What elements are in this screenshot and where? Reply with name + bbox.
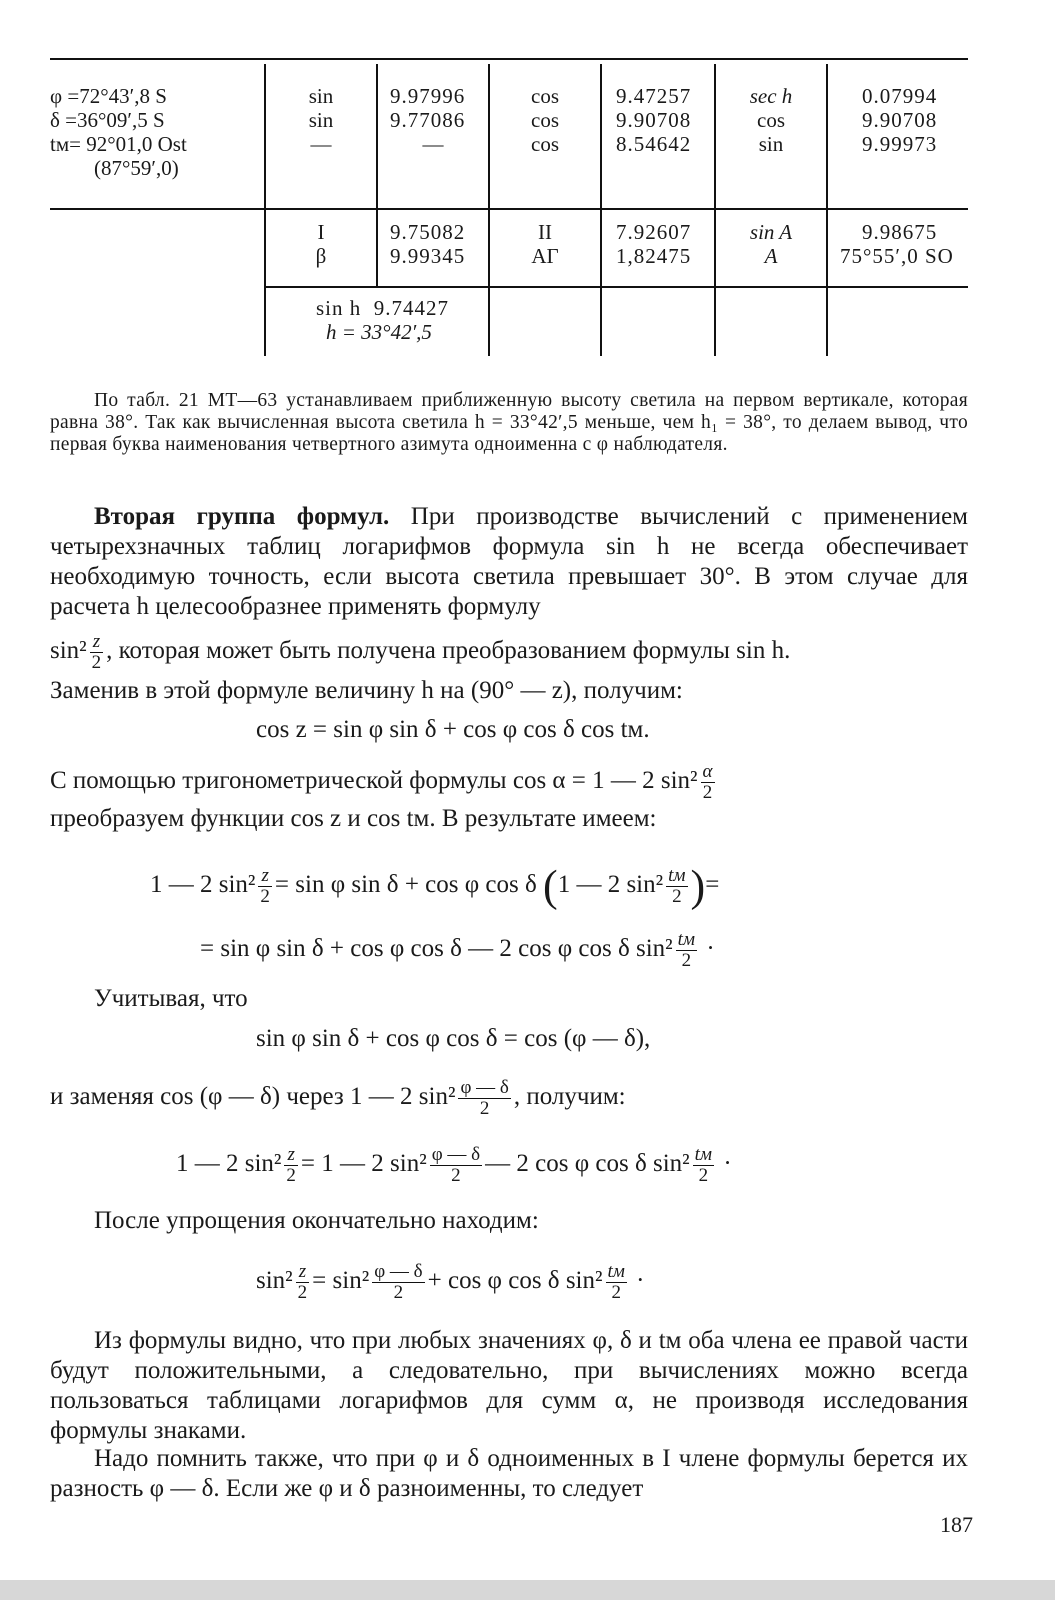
- r1-func: sin: [758, 132, 784, 156]
- table-top-rule: [50, 58, 968, 60]
- r1-func: sin: [308, 84, 334, 108]
- page-number: 187: [940, 1512, 973, 1537]
- formula-sin2-line: sin² $\frac{z}{2}$ , которая может быть получена преобразованием формулы sin h.: [50, 631, 791, 673]
- r2-value: 9.98675: [862, 220, 938, 244]
- paragraph-text: С помощью тригонометрической формулы cos α = 1 — 2 sin² $\frac{\alpha}{2}$: [50, 761, 713, 803]
- r2-label: I: [317, 220, 325, 244]
- formula-cos-z: cos z = sin φ sin δ + cos φ cos δ cos tм.: [256, 716, 650, 743]
- r1-log: 9.99973: [862, 132, 938, 156]
- paragraph-text: После упрощения окончательно находим:: [94, 1207, 539, 1234]
- formula-expansion-2: = sin φ sin δ + cos φ cos δ — 2 cos φ cos δ sin² $\frac{tм}{2}$ ·: [200, 929, 715, 971]
- given-phi: φ =72°43′,8 S: [50, 84, 167, 108]
- paragraph-second-group: [50, 502, 968, 622]
- r1-log: 9.77086: [390, 108, 466, 132]
- table-inner-rule: [265, 286, 968, 288]
- paragraph-text: преобразуем функции cos z и cos tм. В результате имеем:: [50, 805, 657, 832]
- r1-func: cos: [531, 84, 559, 108]
- r1-func: cos: [531, 132, 559, 156]
- r2-value: 75°55′,0 SO: [840, 244, 954, 268]
- r2-label: АГ: [531, 244, 559, 268]
- table-vline: [600, 64, 602, 356]
- r2-value: 1,82475: [616, 244, 692, 268]
- r1-log: 8.54642: [616, 132, 692, 156]
- r1-log: —: [422, 132, 444, 156]
- formula-final: sin² $\frac{z}{2}$ = sin² $\frac{\varphi — \delta}{2}$ + cos φ cos δ sin² $\frac{tм}{2}$ ·: [256, 1261, 645, 1303]
- table-vline: [826, 64, 828, 356]
- formula-expansion-1: 1 — 2 sin² $\frac{z}{2}$ = sin φ sin δ + cos φ cos δ (1 — 2 sin² $\frac{tм}{2}$ )=: [150, 861, 720, 911]
- r1-func: sin: [308, 108, 334, 132]
- given-delta: δ =36°09′,5 S: [50, 108, 165, 132]
- r2-label: sin A: [749, 220, 793, 244]
- r1-log: 9.90708: [616, 108, 692, 132]
- r2-label: β: [315, 244, 327, 268]
- sin-h-value: sin h 9.74427: [316, 296, 450, 320]
- r1-log: 9.97996: [390, 84, 466, 108]
- note-paragraph: По табл. 21 МТ—63 устанавливаем приближенную высоту светила на первом вертикале, которая равна 38°. Так как вычисленная высота светила h = 33°42′,5 меньше, чем h₁ = 38°, то делаем вывод, что первая буква наименования четвертного азимута одноименна с φ наблюдателя.: [50, 390, 968, 455]
- r2-label: A: [764, 244, 778, 268]
- r1-log: 0.07994: [862, 84, 938, 108]
- r2-value: 9.75082: [390, 220, 466, 244]
- calculation-table: [50, 58, 968, 368]
- paragraph-text: Надо помнить также, что при φ и δ одноименных в I члене формулы берется их разность φ — δ. Если же φ и δ разноименны, то следует: [50, 1445, 968, 1502]
- paragraph-text: Заменив в этой формуле величину h на (90° — z), получим:: [50, 677, 683, 704]
- h-value: h = 33°42′,5: [326, 320, 432, 344]
- paragraph-text: , которая может быть получена преобразованием формулы sin h.: [106, 637, 791, 665]
- table-mid-rule: [50, 208, 968, 210]
- section-heading: Вторая группа формул.: [94, 503, 390, 530]
- formula-cos-difference: sin φ sin δ + cos φ cos δ = cos (φ — δ),: [256, 1025, 651, 1052]
- r1-log: 9.90708: [862, 108, 938, 132]
- r2-value: 7.92607: [616, 220, 692, 244]
- r2-value: 9.99345: [390, 244, 466, 268]
- paragraph-text: При производстве вычислений с применением четырехзначных таблиц логарифмов формула sin h не всегда обеспечивает необходимую точность, если высота светила превышает 30°. В этом случае для расчета h целесообразнее применять формулу: [50, 503, 968, 620]
- paragraph-text: Из формулы видно, что при любых значениях φ, δ и tм оба члена ее правой части будут положительными, а следовательно, при вычислениях можно всегда пользоваться таблицами логарифмов для сумм α, не производя исследования формулы знаками.: [50, 1327, 968, 1444]
- r1-func: cos: [757, 108, 785, 132]
- scan-edge: [0, 1580, 1055, 1600]
- given-tm-alt: (87°59′,0): [94, 156, 179, 180]
- r1-func: cos: [531, 108, 559, 132]
- r1-func: —: [310, 132, 332, 156]
- r1-log: 9.47257: [616, 84, 692, 108]
- table-vline: [376, 64, 378, 286]
- r1-func: sec h: [749, 84, 793, 108]
- r2-label: II: [538, 220, 552, 244]
- paragraph-text: Учитывая, что: [94, 985, 248, 1012]
- formula-expansion-3: 1 — 2 sin² $\frac{z}{2}$ = 1 — 2 sin² $\frac{\varphi — \delta}{2}$ — 2 cos φ cos δ sin² $\frac{tм}{2}$ ·: [176, 1144, 732, 1186]
- paragraph-text: и заменяя cos (φ — δ) через 1 — 2 sin² $\frac{\varphi — \delta}{2}$ , получим:: [50, 1077, 626, 1119]
- given-tm: tм= 92°01,0 Ost: [50, 132, 187, 156]
